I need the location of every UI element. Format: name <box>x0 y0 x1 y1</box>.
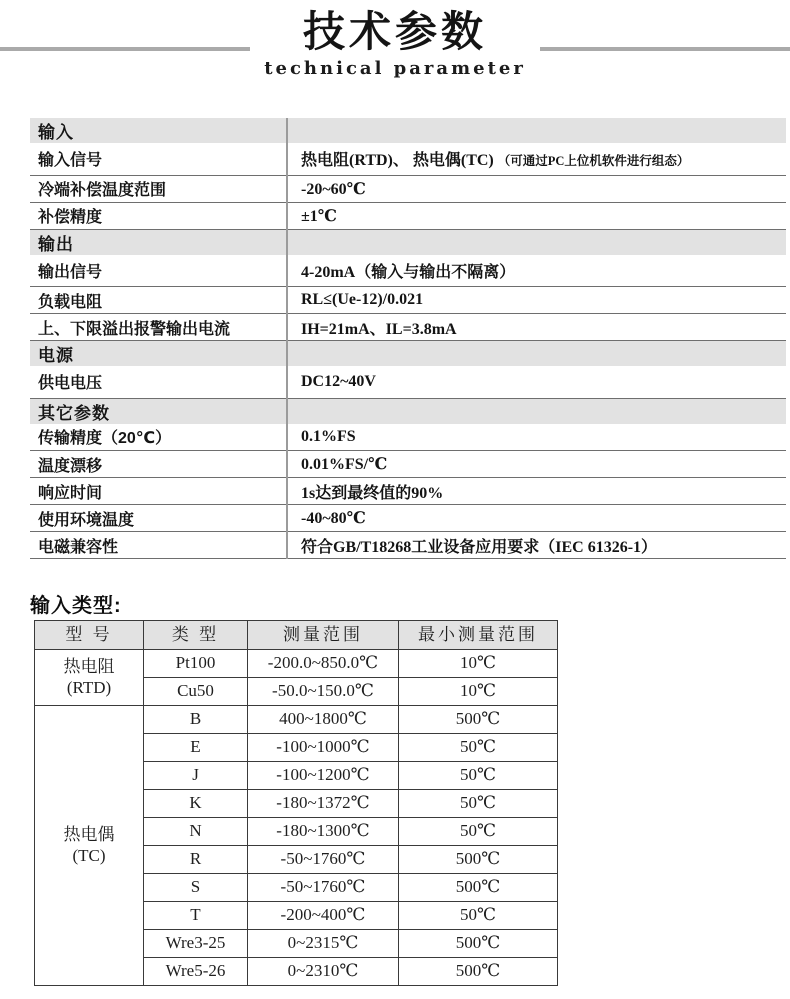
min-range-cell: 50℃ <box>399 762 558 790</box>
input-types-table <box>34 620 558 986</box>
section-header: 输出 <box>30 229 287 255</box>
spec-row <box>30 314 786 341</box>
type-cell: Cu50 <box>144 678 248 706</box>
spec-label: 冷端补偿温度范围 <box>30 175 287 202</box>
min-range-cell: 50℃ <box>399 734 558 762</box>
type-cell: Wre5-26 <box>144 958 248 986</box>
section-header-spacer <box>287 118 786 143</box>
range-cell: -200.0~850.0℃ <box>248 650 399 678</box>
min-range-cell: 10℃ <box>399 678 558 706</box>
section-row-other <box>30 398 786 424</box>
spec-value: -20~60℃ <box>287 175 786 202</box>
range-cell: -50.0~150.0℃ <box>248 678 399 706</box>
col-header-range: 测量范围 <box>248 621 399 650</box>
range-cell: -100~1200℃ <box>248 762 399 790</box>
min-range-cell: 50℃ <box>399 902 558 930</box>
range-cell: -50~1760℃ <box>248 874 399 902</box>
spec-value: DC12~40V <box>287 366 786 398</box>
col-header-model: 型 号 <box>35 621 144 650</box>
spec-label: 输出信号 <box>30 255 287 287</box>
title-block <box>0 0 790 79</box>
title-rule-right <box>540 47 790 51</box>
spec-row <box>30 143 786 175</box>
range-cell: -100~1000℃ <box>248 734 399 762</box>
min-range-cell: 500℃ <box>399 958 558 986</box>
spec-row <box>30 451 786 478</box>
title-row <box>0 8 790 79</box>
spec-label: 补偿精度 <box>30 202 287 229</box>
section-header-spacer <box>287 229 786 255</box>
spec-value: 1s达到最终值的90% <box>287 478 786 505</box>
page-subtitle: technical parameter <box>264 58 526 80</box>
section-header: 输入 <box>30 118 287 143</box>
spec-value-note: （可通过PC上位机软件进行组态） <box>497 154 690 169</box>
range-cell: 0~2310℃ <box>248 958 399 986</box>
page-title: 技术参数 <box>303 8 488 55</box>
section-header: 电源 <box>30 341 287 367</box>
type-cell: Pt100 <box>144 650 248 678</box>
title-center <box>264 8 526 79</box>
spec-label: 负载电阻 <box>30 287 287 314</box>
spec-value: 0.1%FS <box>287 424 786 451</box>
spec-label: 温度漂移 <box>30 451 287 478</box>
spec-value-main: 热电阻(RTD)、 热电偶(TC) <box>301 152 494 170</box>
min-range-cell: 50℃ <box>399 818 558 846</box>
type-cell: R <box>144 846 248 874</box>
spec-label: 电磁兼容性 <box>30 532 287 559</box>
section-row-output <box>30 229 786 255</box>
model-abbrev: (RTD) <box>66 677 112 697</box>
types-header-row <box>35 621 558 650</box>
spec-value: 0.01%FS/℃ <box>287 451 786 478</box>
section-row-input <box>30 118 786 143</box>
section-header-spacer <box>287 341 786 367</box>
range-cell: 400~1800℃ <box>248 706 399 734</box>
type-cell: K <box>144 790 248 818</box>
min-range-cell: 500℃ <box>399 874 558 902</box>
spec-label: 上、下限溢出报警输出电流 <box>30 314 287 341</box>
section-row-power <box>30 341 786 367</box>
spec-row <box>30 505 786 532</box>
model-name: 热电偶 <box>63 825 115 845</box>
min-range-cell: 50℃ <box>399 790 558 818</box>
type-cell: E <box>144 734 248 762</box>
range-cell: -180~1372℃ <box>248 790 399 818</box>
spec-table <box>30 118 786 559</box>
section-header: 其它参数 <box>30 398 287 424</box>
type-cell: B <box>144 706 248 734</box>
type-cell: T <box>144 902 248 930</box>
spec-value <box>287 143 786 175</box>
spec-label: 响应时间 <box>30 478 287 505</box>
spec-value: ±1℃ <box>287 202 786 229</box>
type-cell: J <box>144 762 248 790</box>
range-cell: -50~1760℃ <box>248 846 399 874</box>
spec-row <box>30 287 786 314</box>
title-rule-left <box>0 47 250 51</box>
section-header-spacer <box>287 398 786 424</box>
model-name: 热电阻 <box>63 657 115 677</box>
type-cell: N <box>144 818 248 846</box>
range-cell: 0~2315℃ <box>248 930 399 958</box>
spec-label: 供电电压 <box>30 366 287 398</box>
spec-row <box>30 202 786 229</box>
spec-row <box>30 478 786 505</box>
col-header-type: 类 型 <box>144 621 248 650</box>
min-range-cell: 500℃ <box>399 846 558 874</box>
input-types-heading: 输入类型: <box>30 595 122 617</box>
min-range-cell: 500℃ <box>399 930 558 958</box>
table-row <box>35 706 558 734</box>
min-range-cell: 10℃ <box>399 650 558 678</box>
type-cell: S <box>144 874 248 902</box>
type-cell: Wre3-25 <box>144 930 248 958</box>
col-header-min-range: 最小测量范围 <box>399 621 558 650</box>
model-group-tc <box>35 706 144 986</box>
spec-row <box>30 175 786 202</box>
table-row <box>35 650 558 678</box>
min-range-cell: 500℃ <box>399 706 558 734</box>
range-cell: -200~400℃ <box>248 902 399 930</box>
spec-row <box>30 532 786 559</box>
spec-value: -40~80℃ <box>287 505 786 532</box>
range-cell: -180~1300℃ <box>248 818 399 846</box>
model-abbrev: (TC) <box>72 845 106 865</box>
spec-row <box>30 366 786 398</box>
model-group-rtd <box>35 650 144 706</box>
spec-label: 使用环境温度 <box>30 505 287 532</box>
spec-value: RL≤(Ue-12)/0.021 <box>287 287 786 314</box>
spec-value: IH=21mA、IL=3.8mA <box>287 314 786 341</box>
spec-label: 输入信号 <box>30 143 287 175</box>
spec-value: 4-20mA（输入与输出不隔离） <box>287 255 786 287</box>
spec-label: 传输精度（20℃） <box>30 424 287 451</box>
spec-value: 符合GB/T18268工业设备应用要求（IEC 61326-1） <box>287 532 786 559</box>
spec-row <box>30 255 786 287</box>
spec-row <box>30 424 786 451</box>
